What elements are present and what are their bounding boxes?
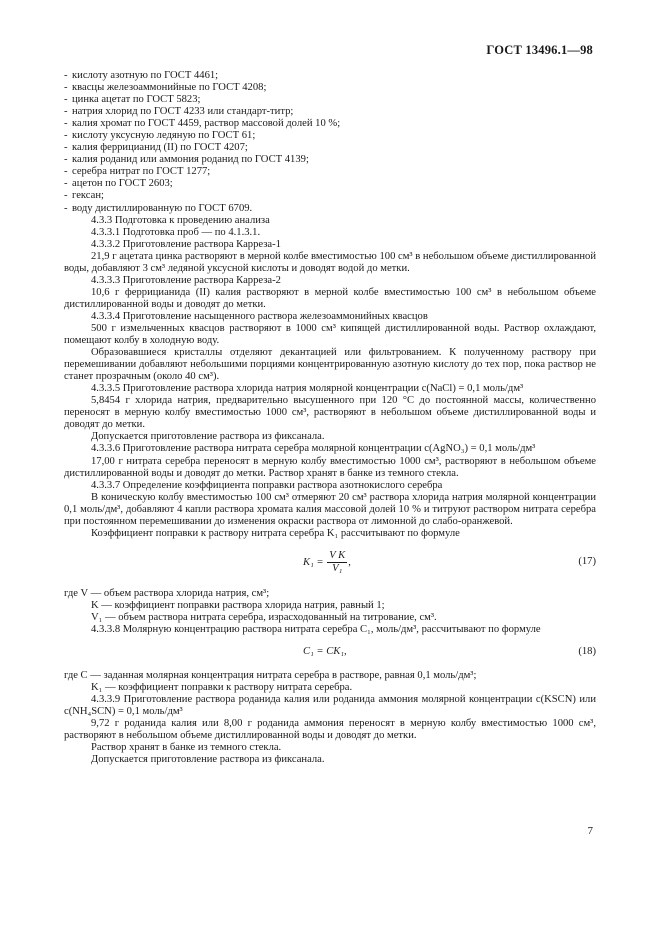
paragraph: 4.3.3.8 Молярную концентрацию раствора нитрата серебра C₁, моль/дм³, рассчитывают по формуле	[91, 623, 541, 635]
list-item: - квасцы железоаммонийные по ГОСТ 4208;	[64, 82, 267, 94]
definition-line: где V — объем раствора хлорида натрия, см³;	[64, 587, 270, 599]
formula-number: (17)	[578, 555, 596, 567]
section-heading: 4.3.3.6 Приготовление раствора нитрата серебра молярной концентрации с(AgNO₃) = 0,1 моль/дм³	[91, 443, 536, 455]
paragraph: В коническую колбу вместимостью 100 см³ отмеряют 20 см³ раствора хлорида натрия молярной концентрации 0,1 моль/дм³, добавляют 4 капли раствора хромата калия массовой долей 10 % и титруют раствором нитрата серебра при постоянном перемешивании до изменения окраски раствора от лимонной до слабо-оранжевой.	[64, 491, 596, 527]
section-heading: 4.3.3 Подготовка к проведению анализа	[91, 214, 270, 226]
list-item: - кислоту уксусную ледяную по ГОСТ 61;	[64, 130, 256, 142]
section-heading: 4.3.3.3 Приготовление раствора Карреза-2	[91, 274, 281, 286]
definition-line: K — коэффициент поправки раствора хлорида натрия, равный 1;	[91, 599, 385, 611]
formula-fraction: $\frac{\text{V K}}{\text{V₁}}$	[329, 549, 346, 574]
page-number: 7	[587, 825, 593, 837]
paragraph: Коэффициент поправки к раствору нитрата серебра K₁ рассчитывают по формуле	[91, 527, 460, 539]
page-header: ГОСТ 13496.1—98	[486, 43, 593, 57]
paragraph: Раствор хранят в банке из темного стекла.	[91, 742, 282, 754]
list-item: - калия феррицианид (II) по ГОСТ 4207;	[64, 142, 248, 154]
list-item: - кислоту азотную по ГОСТ 4461;	[64, 70, 219, 81]
formula-definitions	[64, 670, 596, 694]
section-heading: 4.3.3.7 Определение коэффициента поправки раствора азотнокислого серебра	[91, 479, 443, 491]
paragraph: 10,6 г феррицианида (II) калия растворяют в мерной колбе вместимостью 100 см³ в небольшом объеме дистиллированной воды и доводят до метки.	[64, 286, 596, 310]
formula-17	[64, 544, 596, 584]
list-item: - цинка ацетат по ГОСТ 5823;	[64, 94, 201, 106]
section-heading: 4.3.3.1 Подготовка проб — по 4.1.3.1.	[91, 226, 261, 238]
section-heading: 4.3.3.2 Приготовление раствора Карреза-1	[91, 238, 281, 250]
list-item: - гексан;	[64, 190, 104, 202]
section-heading: 4.3.3.5 Приготовление раствора хлорида натрия молярной концентрации с(NaCl) = 0,1 моль/дм³	[91, 383, 524, 395]
definition-line: V₁ — объем раствора нитрата серебра, израсходованный на титрование, см³.	[91, 611, 437, 623]
paragraph: 500 г измельченных квасцов растворяют в 1000 см³ кипящей дистиллированной воды. Раствор охлаждают, помещают колбу в холодную воду.	[64, 322, 596, 347]
page-content	[64, 70, 596, 766]
list-item: - натрия хлорид по ГОСТ 4233 или стандарт-титр;	[64, 106, 294, 118]
formula-18	[64, 640, 596, 668]
paragraph: Образовавшиеся кристаллы отделяют декантацией или фильтрованием. К полученному раствору при перемешивании добавляют небольшими порциями концентрированную азотную кислоту до тех пор, пока раствор не станет прозрачным (около 40 см³).	[64, 347, 596, 383]
formula-expression: K₁ = $\frac{\text{V K}}{\text{V₁}}$ ,	[303, 549, 351, 574]
list-item: - ацетон по ГОСТ 2603;	[64, 178, 173, 190]
definition-line: K₁ — коэффициент поправки к раствору нитрата серебра.	[91, 682, 353, 694]
formula-number: (18)	[578, 646, 596, 658]
list-item: - калия хромат по ГОСТ 4459, раствор массовой долей 10 %;	[64, 118, 341, 130]
formula-expression: C₁ = CK₁,	[303, 646, 347, 658]
paragraph: Допускается приготовление раствора из фиксанала.	[91, 431, 325, 443]
section-heading: 4.3.3.4 Приготовление насыщенного раствора железоаммонийных квасцов	[91, 310, 428, 322]
paragraph: 21,9 г ацетата цинка растворяют в мерной колбе вместимостью 100 см³ в небольшом объеме дистиллированной воды, добавляют 3 см³ ледяной уксусной кислоты и доводят водой до метки.	[64, 250, 596, 274]
paragraph: 9,72 г роданида калия или 8,00 г роданида аммония переносят в мерную колбу вместимостью 1000 см³, растворяют в небольшом объеме дистиллированной воды и доводят до метки.	[64, 718, 596, 742]
list-item: - воду дистиллированную по ГОСТ 6709.	[64, 202, 253, 214]
list-item: - калия роданид или аммония роданид по ГОСТ 4139;	[64, 154, 309, 166]
paragraph: 5,8454 г хлорида натрия, предварительно высушенного при 120 °С до постоянной массы, количественно переносят в мерную колбу вместимостью 1000 см³, растворяют в небольшом объеме дистиллированной воды и доводят до метки.	[64, 395, 596, 431]
reagent-list	[64, 70, 596, 215]
section-heading: 4.3.3.9 Приготовление раствора роданида калия или роданида аммония молярной концентрации с(KSCN) или с(NH₄SCN) = 0,1 моль/дм³	[64, 694, 596, 718]
paragraph: Допускается приготовление раствора из фиксанала.	[91, 754, 325, 766]
paragraph: 17,00 г нитрата серебра переносят в мерную колбу вместимостью 1000 см³, растворяют в небольшом объеме дистиллированной воды и доводят до метки. Раствор хранят в банке из темного стекла.	[64, 455, 596, 479]
list-item: - серебра нитрат по ГОСТ 1277;	[64, 166, 211, 178]
formula-definitions	[64, 588, 596, 624]
definition-line: где C — заданная молярная концентрация нитрата серебра в растворе, равная 0,1 моль/дм³;	[64, 670, 477, 682]
